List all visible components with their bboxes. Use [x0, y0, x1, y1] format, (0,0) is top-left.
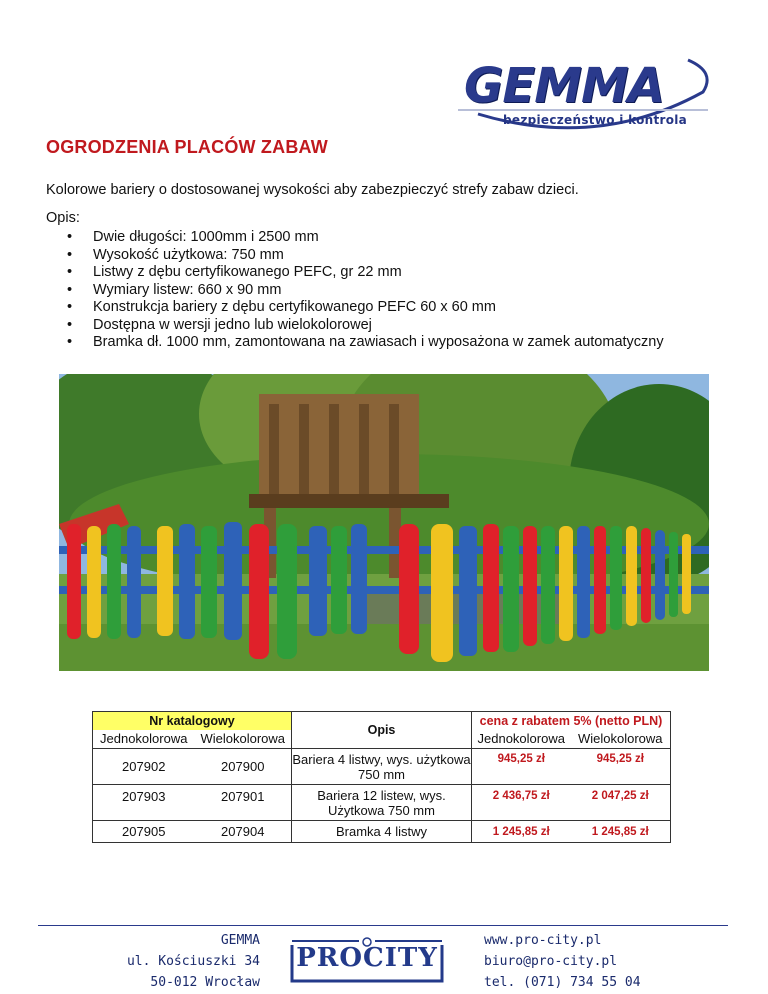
price-header: cena z rabatem 5% (netto PLN): [472, 712, 671, 730]
catalog-number-header: Nr katalogowy: [93, 712, 292, 730]
bullet-icon: •: [67, 281, 73, 298]
logo-wordmark: GEMMA: [464, 58, 664, 114]
bullet-icon: •: [67, 264, 73, 280]
col-price-single: Jednokolorowa: [472, 730, 571, 749]
procity-wordmark: PROCITY: [296, 943, 438, 973]
catalog-multi: 207901: [195, 785, 292, 821]
row-description: Bariera 4 listwy, wys. użytkowa 750 mm: [292, 749, 472, 785]
list-item: • Listwy z dębu certyfikowanego PEFC, gr 22 mm: [67, 264, 402, 280]
footer-website-link[interactable]: www.pro-city.pl: [484, 933, 602, 948]
price-table: [92, 711, 671, 843]
footer-contact: [484, 930, 641, 993]
bullet-icon: •: [67, 229, 73, 245]
list-item: • Dwie długości: 1000mm i 2500 mm: [67, 229, 319, 245]
description-label: Opis:: [46, 210, 80, 226]
row-description: Bramka 4 listwy: [292, 821, 472, 843]
price-multi: 945,25 zł: [571, 749, 671, 785]
catalog-single: 207903: [93, 785, 195, 821]
catalog-single: 207902: [93, 749, 195, 785]
feature-list: [46, 229, 664, 352]
footer-divider: [38, 925, 728, 926]
product-photo: [59, 374, 709, 671]
footer-phone: tel. (071) 734 55 04: [484, 975, 641, 990]
list-item: • Dostępna w wersji jedno lub wielokolorowej: [67, 316, 372, 333]
footer-city: 50-012 Wrocław: [150, 975, 260, 990]
lead-text: Kolorowe bariery o dostosowanej wysokości aby zabezpieczyć strefy zabaw dzieci.: [46, 182, 579, 198]
procity-logo: [289, 937, 445, 983]
col-single-color: Jednokolorowa: [93, 730, 195, 749]
page-title: OGRODZENIA PLACÓW ZABAW: [46, 137, 328, 157]
bullet-icon: •: [67, 299, 73, 315]
catalog-multi: 207904: [195, 821, 292, 843]
footer-address: [120, 930, 260, 993]
list-item: • Konstrukcja bariery z dębu certyfikowanego PEFC 60 x 60 mm: [67, 299, 496, 315]
description-header: Opis: [292, 712, 472, 749]
footer-company: GEMMA: [220, 933, 260, 948]
bullet-icon: •: [67, 316, 73, 333]
footer-street: ul. Kościuszki 34: [126, 954, 260, 969]
price-multi: 2 047,25 zł: [571, 785, 671, 821]
logo-tagline: bezpieczeństwo i kontrola: [503, 113, 688, 127]
row-description: Bariera 12 listew, wys. Użytkowa 750 mm: [292, 785, 472, 821]
bullet-icon: •: [67, 334, 73, 350]
price-multi: 1 245,85 zł: [571, 821, 671, 843]
price-single: 945,25 zł: [472, 749, 571, 785]
price-single: 1 245,85 zł: [472, 821, 571, 843]
col-price-multi: Wielokolorowa: [571, 730, 671, 749]
price-single: 2 436,75 zł: [472, 785, 571, 821]
list-item: • Wymiary listew: 660 x 90 mm: [67, 281, 282, 298]
catalog-single: 207905: [93, 821, 195, 843]
table-row: [93, 749, 671, 785]
list-item: • Wysokość użytkowa: 750 mm: [67, 246, 284, 263]
col-multi-color: Wielokolorowa: [195, 730, 292, 749]
catalog-multi: 207900: [195, 749, 292, 785]
table-row: [93, 821, 671, 843]
table-row: [93, 785, 671, 821]
bullet-icon: •: [67, 246, 73, 263]
footer-email-link[interactable]: biuro@pro-city.pl: [484, 954, 618, 969]
list-item: • Bramka dł. 1000 mm, zamontowana na zawiasach i wyposażona w zamek automatyczny: [67, 334, 664, 350]
gemma-logo: [458, 52, 720, 152]
